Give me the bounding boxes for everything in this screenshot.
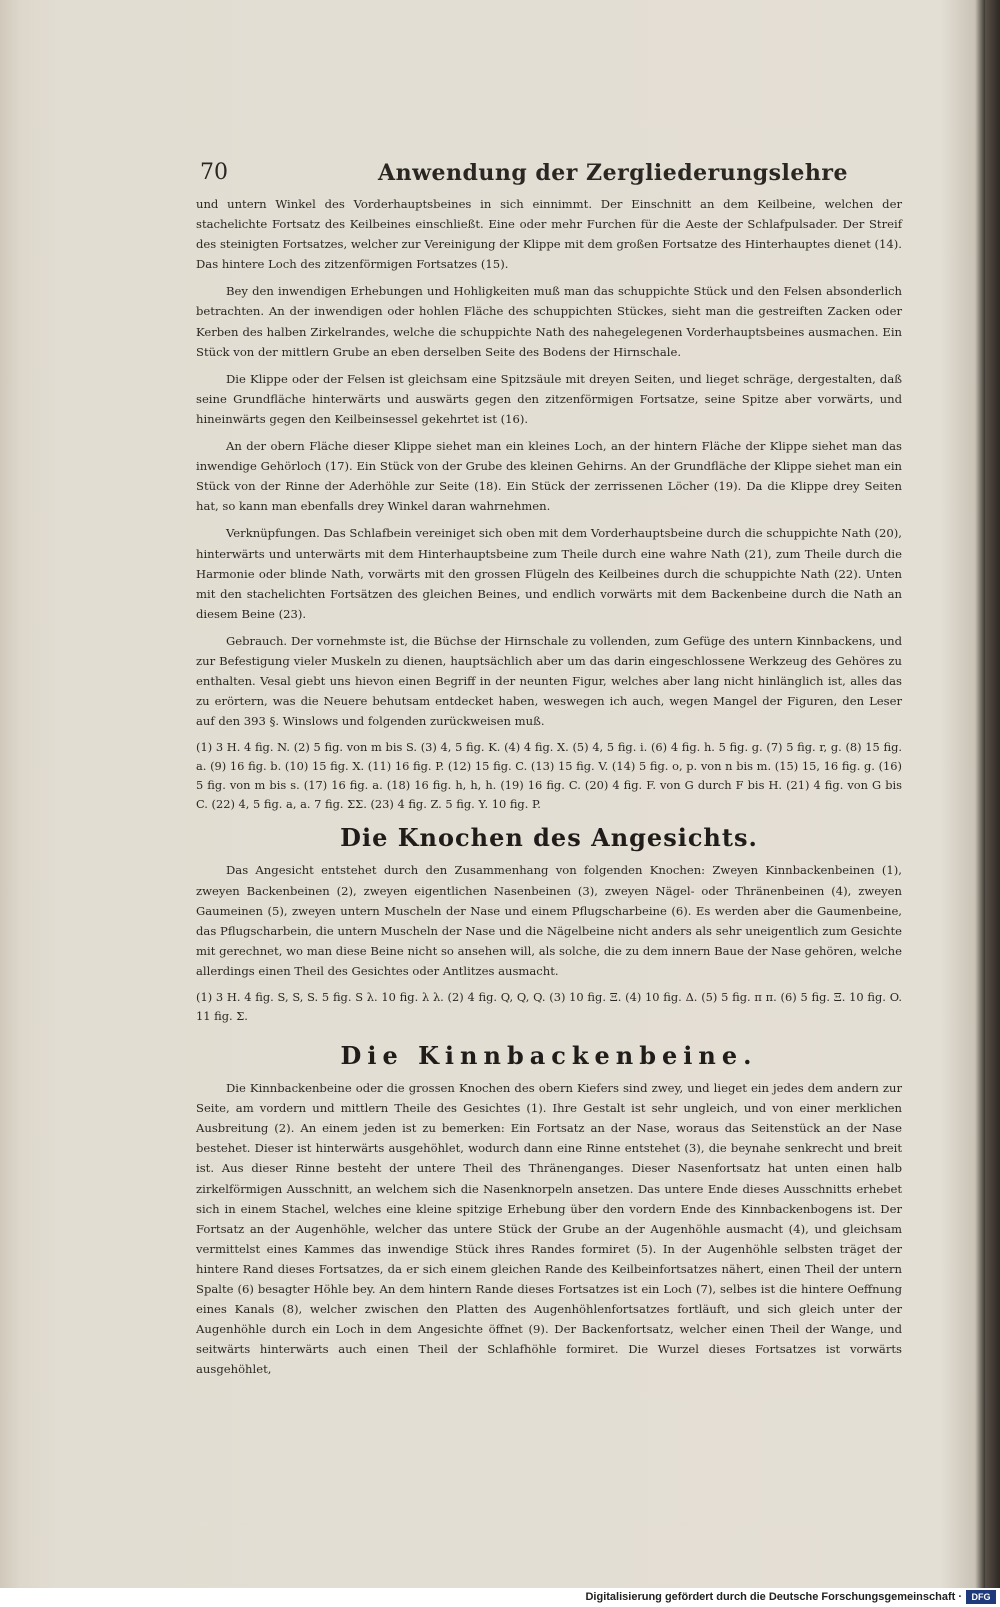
paragraph: Die Kinnbackenbeine oder die grossen Knochen des obern Kiefers sind zwey, und lieget ein jedes dem andern zur Seite, am vordern und mittlern Theile des Gesichtes (1). Ihre Gestalt ist sehr ungleich, und von einer merklichen Ausbreitung (2). An einem jeden ist zu bemerken: Ein Fortsatz an der Nase, woraus das Seitenstück an der Nase bestehet. Dieser ist hinterwärts ausgehöhlet, wodurch dann eine Rinne entstehet (3), die beynahe senkrecht und breit ist. Aus dieser Rinne besteht der untere Theil des Thränenganges. Dieser Nasenfortsatz hat unten einen halb zirkelförmigen Ausschnitt, an welchem sich die Nasenknorpeln ansetzen. Das untere Ende dieses Ausschnitts erhebet sich in einem Stachel, welches eine kleine spitzige Erhebung über den vordern Ende des Kinnbackenbogens ist. Der Fortsatz an der Augenhöhle, welcher das untere Stück der Grube an der Augenhöhle ausmacht (4), und gleichsam vermittelst eines Kammes das inwendige Stück ihres Randes formiret (5). In der Augenhöhle selbsten träget der hintere Rand dieses Fortsatzes, da er sich einem gleichen Rande des Keilbeinfortsatzes nähert, einen Theil der untern Spalte (6) besagter Höhle bey. An dem hintern Rande dieses Fortsatzes ist ein Loch (7), selbes ist die hintere Oeffnung eines Kanals (8), welcher zwischen den Platten des Augenhöhlenfortsatzes fortläuft, und sich gleich unter der Augenhöhle durch ein Loch in dem Angesichte öffnet (9). Der Backenfortsatz, welcher einen Theil der Wange, und seitwärts hinterwärts auch einen Theil der Schlafhöhle formiret. Die Wurzel dieses Fortsatzes ist vorwärts ausgehöhlet, xyxy=(196,1081,902,1377)
page-body xyxy=(196,194,902,1387)
dfg-logo: DFG xyxy=(966,1590,996,1604)
paragraph: An der obern Fläche dieser Klippe siehet man ein kleines Loch, an der hintern Fläche der Klippe siehet man das inwendige Gehörloch (17). Ein Stück von der Grube des kleinen Gehirns. An der Grundfläche der Klippe siehet man ein Stück von der Rinne der Aderhöhle zur Seite (18). Ein Stück der zerrissenen Löcher (19). Da die Klippe drey Seiten hat, so kann man ebenfalls drey Winkel daran wahrnehmen. xyxy=(196,439,902,514)
page-number: 70 xyxy=(200,160,228,185)
section-heading: Die Kinnbackenbeine. xyxy=(340,1041,758,1070)
figure-references: (1) 3 H. 4 fig. S, S, S. 5 fig. S λ. 10 fig. λ λ. (2) 4 fig. Q, Q, Q. (3) 10 fig. Ξ. (4) 10 fig. Δ. (5) 5 fig. π π. (6) 5 fig. Ξ. 10 fig. O. 11 fig. Σ. xyxy=(196,990,902,1023)
paragraph: Verknüpfungen. Das Schlafbein vereiniget sich oben mit dem Vorderhauptsbeine durch die schuppichte Nath (20), hinterwärts und unterwärts mit dem Hinterhauptsbeine zum Theile durch eine wahre Nath (21), zum Theile durch die Harmonie oder blinde Nath, vorwärts mit den grossen Flügeln des Keilbeines durch die schuppichte Nath (22). Unten mit den stachelichten Fortsätzen des gleichen Beines, und endlich vorwärts mit dem Backenbeine durch die Nath an diesem Beine (23). xyxy=(196,526,902,621)
paragraph: Bey den inwendigen Erhebungen und Hohligkeiten muß man das schuppichte Stück und den Felsen absonderlich betrachten. An der inwendigen oder hohlen Fläche des schuppichten Stückes, sieht man die gestreiften Zacken oder Kerben des halben Zirkelrandes, welche die schuppichte Nath des nahegelegenen Vorderhauptsbeines ausmachen. Ein Stück von der mittlern Grube an eben derselben Seite des Bodens der Hirnschale. xyxy=(196,284,902,359)
page-fold xyxy=(985,0,1000,1588)
figure-references: (1) 3 H. 4 fig. N. (2) 5 fig. von m bis S. (3) 4, 5 fig. K. (4) 4 fig. X. (5) 4, 5 fig. i. (6) 4 fig. h. 5 fig. g. (7) 5 fig. r, g. (8) 15 fig. a. (9) 16 fig. b. (10) 15 fig. X. (11) 16 fig. P. (12) 15 fig. C. (13) 15 fig. V. (14) 5 fig. o, p. von n bis m. (15) 15, 16 fig. g. (16) 5 fig. von m bis s. (17) 16 fig. a. (18) 16 fig. h, h, h. (19) 16 fig. C. (20) 4 fig. F. von G durch F bis H. (21) 4 fig. von G bis C. (22) 4, 5 fig. a, a. 7 fig. ΣΣ. (23) 4 fig. Z. 5 fig. Y. 10 fig. P. xyxy=(196,740,902,812)
paragraph: und untern Winkel des Vorderhauptsbeines in sich einnimmt. Der Einschnitt an dem Keilbeine, welchen der stachelichte Fortsatz des Keilbeines einschließt. Eine oder mehr Furchen für die Aeste der Schlafpulsader. Der Streif des steinigten Fortsatzes, welcher zur Vereinigung der Klippe mit dem großen Fortsatze des Hinterhauptes dienet (14). Das hintere Loch des zitzenförmigen Fortsatzes (15). xyxy=(196,197,902,272)
paragraph: Die Klippe oder der Felsen ist gleichsam eine Spitzsäule mit dreyen Seiten, und lieget schräge, dergestalten, daß seine Grundfläche hinterwärts und auswärts gegen den zitzenförmigen Fortsatze, seine Spitze aber vorwärts, und hineinwärts gegen den Keilbeinsessel gekehrtet ist (16). xyxy=(196,371,902,426)
paragraph: Gebrauch. Der vornehmste ist, die Büchse der Hirnschale zu vollenden, zum Gefüge des untern Kinnbackens, und zur Befestigung vieler Muskeln zu dienen, hauptsächlich aber um das darin eingeschlossene Werkzeug des Gehöres zu enthalten. Vesal giebt uns hievon einen Begriff in der neunten Figur, welches aber lang nicht hinlänglich ist, alles das zu erörtern, was die Neuere behutsam entdecket haben, weswegen ich auch, wegen Mangel der Figuren, den Leser auf den 393 §. Winslows und folgenden zurückweisen muß. xyxy=(196,633,902,729)
section-heading: Die Knochen des Angesichts. xyxy=(340,823,758,853)
digitization-footer xyxy=(0,1588,1000,1607)
funding-credit: Digitalisierung gefördert durch die Deutsche Forschungsgemeinschaft · xyxy=(585,1591,962,1603)
running-head: Anwendung der Zergliederungslehre xyxy=(378,160,848,186)
paragraph: Das Angesicht entstehet durch den Zusammenhang von folgenden Knochen: Zweyen Kinnbackenbeinen (1), zweyen Backenbeinen (2), zweyen eigentlichen Nasenbeinen (3), zweyen Nägel- oder Thränenbeinen (4), zweyen Gaumeinen (5), zweyen untern Muscheln der Nase und einem Pflugscharbeine (6). Es werden aber die Gaumenbeine, das Pflugscharbein, die untern Muscheln der Nase und die Nägelbeine nicht anders als sehr uneigentlich zum Gesichte mit gerechnet, wo man diese Beine nicht so ansehen will, als solche, die zu dem innern Baue der Nase gehören, welche allerdings einen Theil des Gesichtes oder Antlitzes ausmacht. xyxy=(196,863,902,978)
page-header xyxy=(200,160,900,192)
